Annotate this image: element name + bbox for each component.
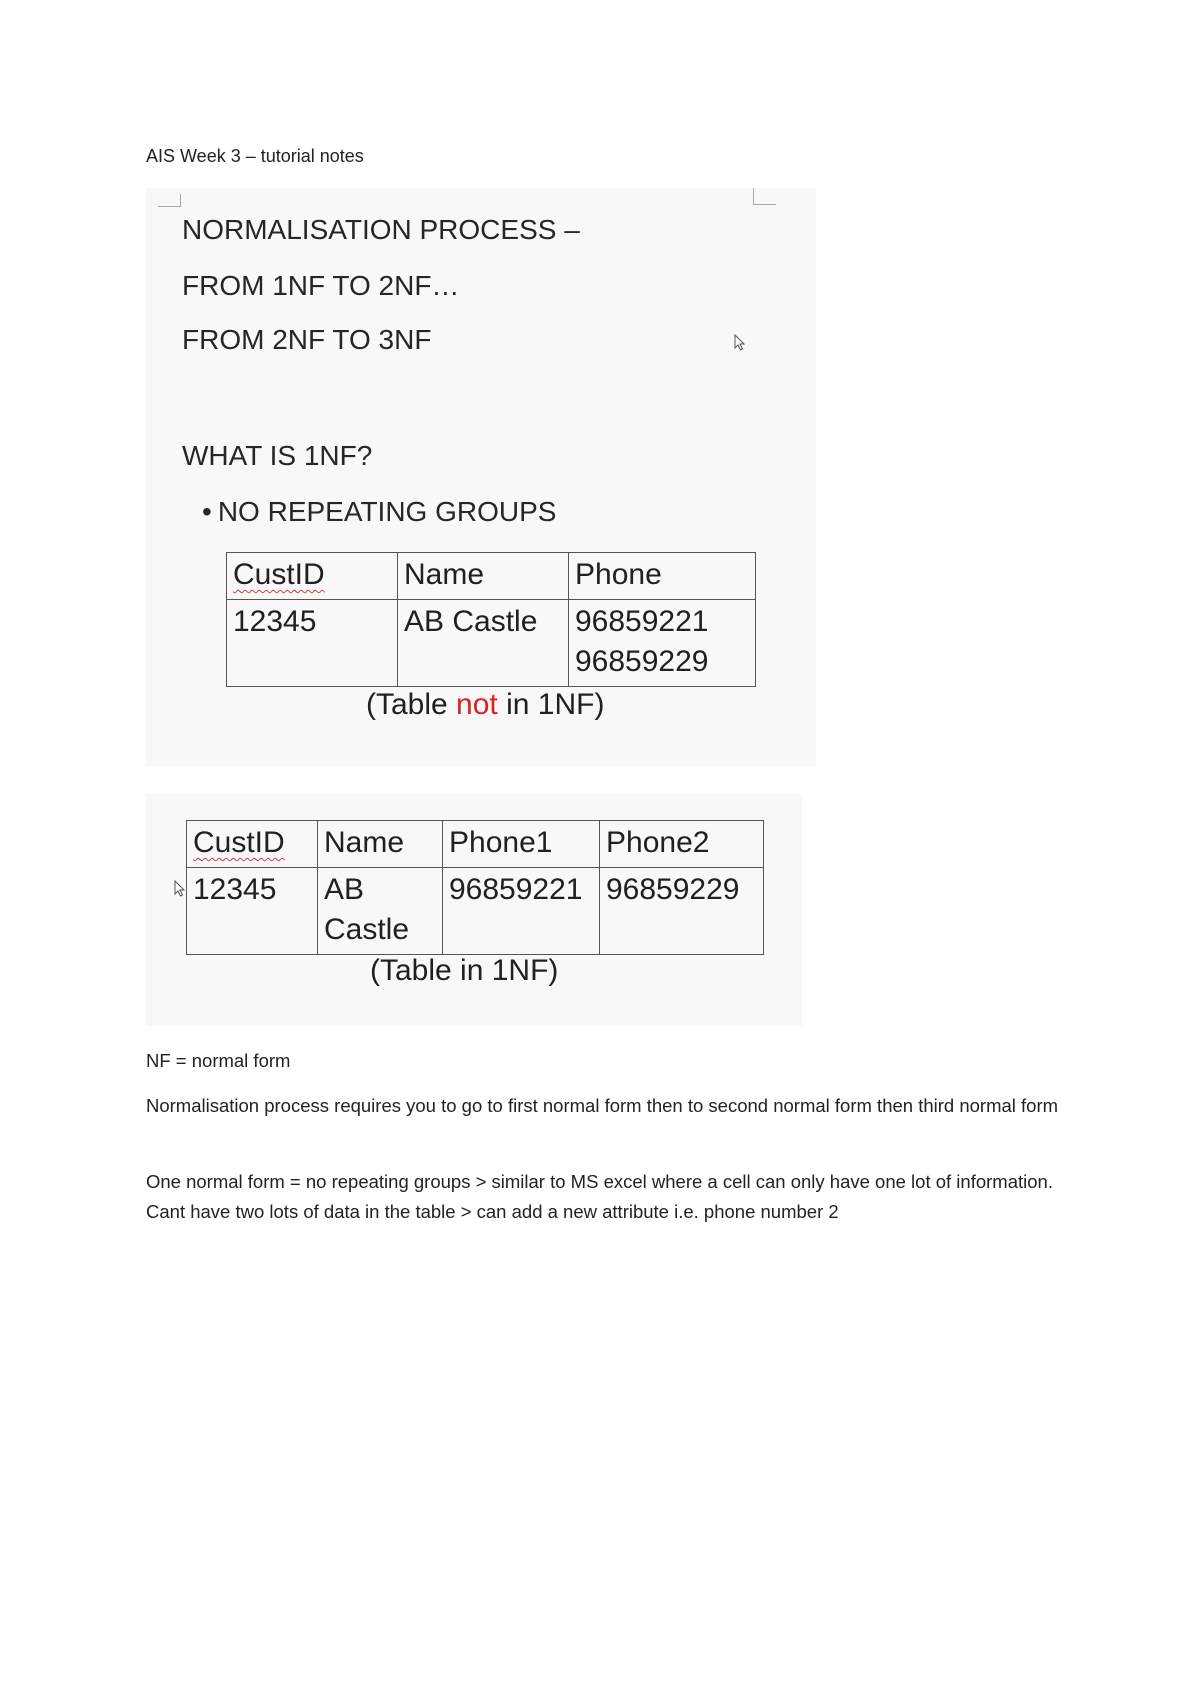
- slide-heading-1nf-to-2nf: FROM 1NF TO 2NF…: [182, 270, 460, 301]
- header-phone2: Phone2: [600, 821, 764, 868]
- mouse-pointer-icon: [734, 334, 746, 352]
- note-first-normal-form: One normal form = no repeating groups > similar to MS excel where a cell can only have one lot of information. Cant have two lots of data in the table > can add a new attribute i.e. phone number 2: [146, 1171, 1053, 1222]
- table-header-row: [187, 821, 764, 868]
- slide-image-normalisation: [146, 188, 816, 766]
- table-in-1nf: [186, 820, 764, 955]
- header-name: Name: [318, 821, 443, 868]
- table-not-in-1nf: [226, 552, 756, 687]
- note-normalisation-process: Normalisation process requires you to go to first normal form then to second normal form then third normal form: [146, 1095, 1059, 1116]
- cell-name-line-1: AB: [324, 873, 365, 906]
- slide-heading-2nf-to-3nf: FROM 2NF TO 3NF: [182, 324, 432, 355]
- slide-image-table-in-1nf: [146, 794, 802, 1026]
- caption-table-not-in-1nf: (Table not in 1NF): [366, 688, 605, 721]
- header-phone: Phone: [569, 553, 756, 600]
- note-nf-definition: NF = normal form: [146, 1050, 291, 1071]
- header-custid: CustID: [227, 553, 398, 600]
- cell-custid: 12345: [187, 868, 318, 955]
- cell-phone1: 96859221: [443, 868, 600, 955]
- crop-mark-top-left: [158, 194, 181, 207]
- caption-table-in-1nf: (Table in 1NF): [370, 954, 559, 987]
- bullet-icon: •: [202, 496, 212, 527]
- bullet-text: NO REPEATING GROUPS: [217, 496, 557, 527]
- cell-name-line-2: Castle: [324, 913, 410, 946]
- cell-phone-line-2: 96859229: [575, 645, 709, 678]
- bullet-no-repeating-groups: [202, 496, 556, 528]
- cell-name: [318, 868, 443, 955]
- cell-phone: [569, 600, 756, 687]
- slide-heading-what-is-1nf: WHAT IS 1NF?: [182, 440, 373, 471]
- cell-phone-line-1: 96859221: [575, 605, 709, 638]
- header-name: Name: [398, 553, 569, 600]
- cell-custid: 12345: [227, 600, 398, 687]
- table-row: [187, 868, 764, 955]
- mouse-pointer-icon: [174, 880, 186, 898]
- slide-heading-normalisation: NORMALISATION PROCESS –: [182, 214, 580, 245]
- document-title: AIS Week 3 – tutorial notes: [146, 146, 364, 166]
- header-phone1: Phone1: [443, 821, 600, 868]
- cell-phone2: 96859229: [600, 868, 764, 955]
- table-header-row: [227, 553, 756, 600]
- cell-name: AB Castle: [398, 600, 569, 687]
- caption-highlight-not: not: [456, 688, 498, 721]
- crop-mark-top-right: [753, 188, 776, 205]
- table-row: [227, 600, 756, 687]
- header-custid: CustID: [187, 821, 318, 868]
